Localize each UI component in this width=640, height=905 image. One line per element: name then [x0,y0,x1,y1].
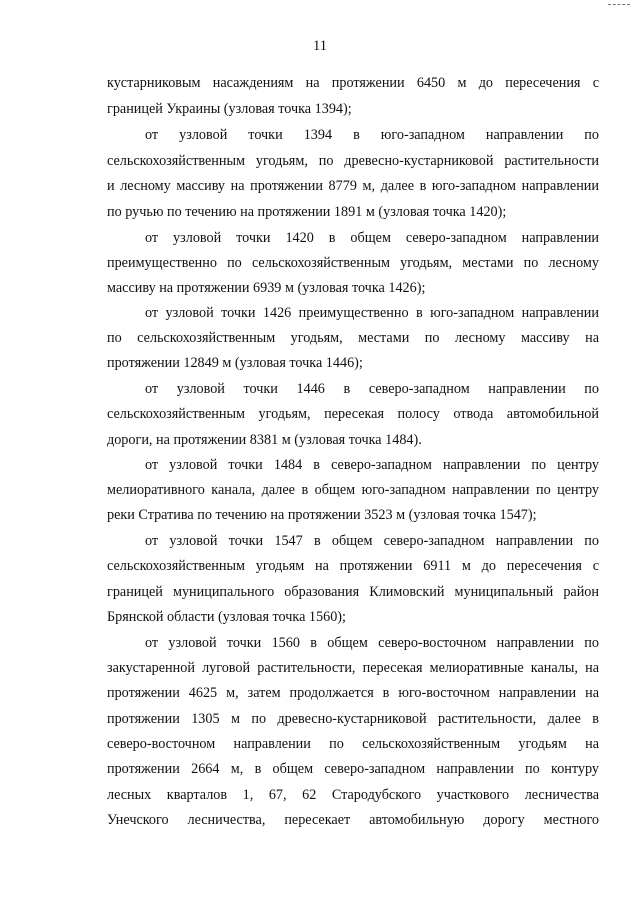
text-line-1: кустарниковым насаждениям на протяжении 6450 м до пересечения с [107,75,599,91]
text-line-3: от узловой точки 1394 в юго-западном направлении по [145,127,599,143]
text-line-7: от узловой точки 1420 в общем северо-западном направлении [145,230,599,246]
page-number: 11 [313,38,327,54]
text-line-20: сельскохозяйственным угодьям на протяжении 6911 м до пересечения с [107,558,599,574]
text-line-24: закустаренной луговой растительности, пересекая мелиоративные каналы, на [107,660,599,676]
text-line-16: от узловой точки 1484 в северо-западном направлении по центру [145,457,599,473]
text-line-5: и лесному массиву на протяжении 8779 м, далее в юго-западном направлении [107,178,599,194]
text-line-15: дороги, на протяжении 8381 м (узловая точка 1484). [107,432,422,448]
text-line-9: массиву на протяжении 6939 м (узловая точка 1426); [107,280,426,296]
text-line-18: реки Стратива по течению на протяжении 3523 м (узловая точка 1547); [107,507,537,523]
text-line-28: протяжении 2664 м, в общем северо-западном направлении по контуру [107,761,599,777]
text-line-29: лесных кварталов 1, 67, 62 Стародубского участкового лесничества [107,787,599,803]
text-line-23: от узловой точки 1560 в общем северо-восточном направлении по [145,635,599,651]
text-line-10: от узловой точки 1426 преимущественно в юго-западном направлении [145,305,599,321]
text-line-25: протяжении 4625 м, затем продолжается в юго-восточном направлении на [107,685,599,701]
text-line-27: северо-восточном направлении по сельскохозяйственным угодьям на [107,736,599,752]
text-line-4: сельскохозяйственным угодьям, по древесно-кустарниковой растительности [107,153,599,169]
text-line-22: Брянской области (узловая точка 1560); [107,609,346,625]
text-line-12: протяжении 12849 м (узловая точка 1446); [107,355,363,371]
text-line-26: протяжении 1305 м по древесно-кустарниковой растительности, далее в [107,711,599,727]
scan-corner-mark [608,4,630,7]
text-line-6: по ручью по течению на протяжении 1891 м (узловая точка 1420); [107,204,507,220]
text-line-19: от узловой точки 1547 в общем северо-западном направлении по [145,533,599,549]
text-line-2: границей Украины (узловая точка 1394); [107,101,352,117]
text-line-17: мелиоративного канала, далее в общем юго-западном направлении по центру [107,482,599,498]
text-line-14: сельскохозяйственным угодьям, пересекая полосу отвода автомобильной [107,406,599,422]
text-line-8: преимущественно по сельскохозяйственным угодьям, местами по лесному [107,255,599,271]
text-line-11: по сельскохозяйственным угодьям, местами по лесному массиву на [107,330,599,346]
text-line-21: границей муниципального образования Климовский муниципальный район [107,584,599,600]
text-line-13: от узловой точки 1446 в северо-западном направлении по [145,381,599,397]
text-line-30: Унечского лесничества, пересекает автомобильную дорогу местного [107,812,599,828]
